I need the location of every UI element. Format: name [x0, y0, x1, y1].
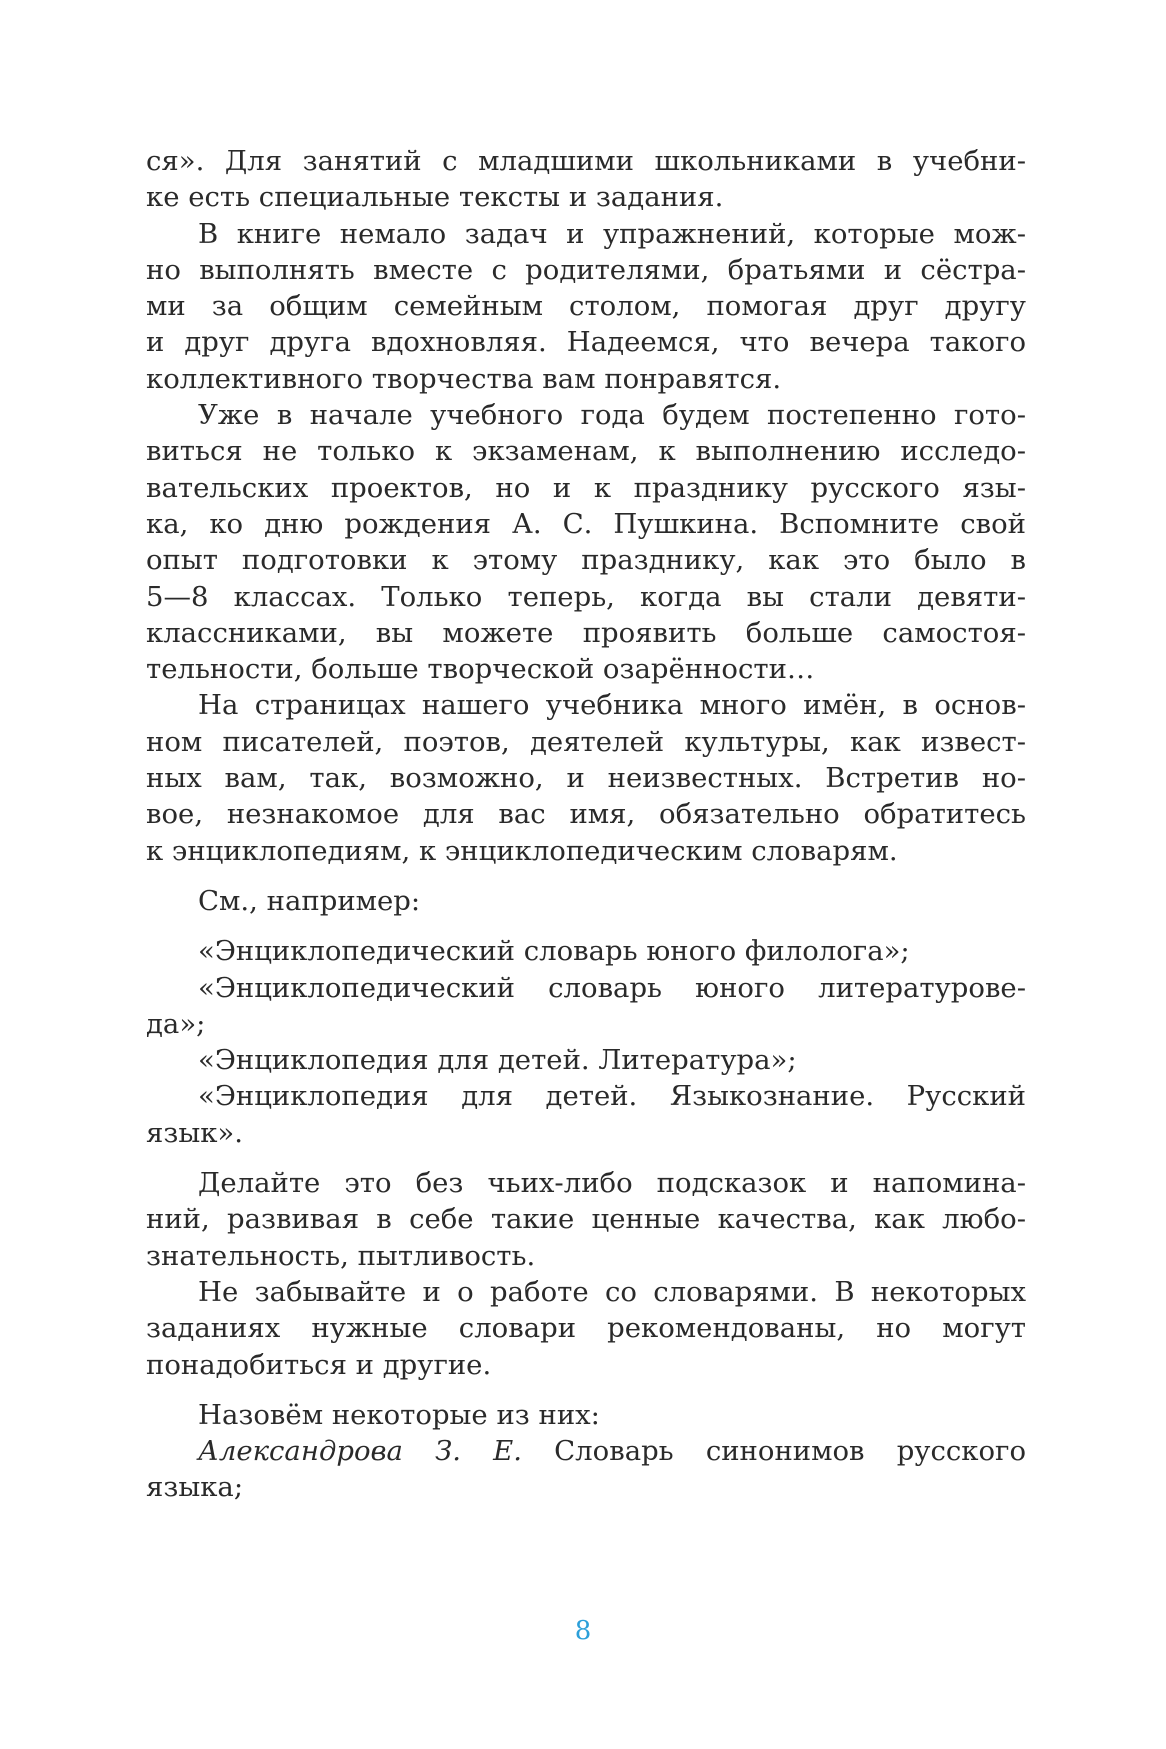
text-line: «Энциклопедия для детей. Языкознание. Русский [198, 1080, 1026, 1113]
text-line: языка; [146, 1471, 244, 1504]
paragraph [146, 1397, 1026, 1433]
text-line: вое, незнакомое для вас имя, обязательно обратитесь [146, 798, 1026, 831]
paragraph [146, 687, 1026, 868]
book-title: Словарь синонимов русского [521, 1435, 1026, 1468]
text-line: Назовём некоторые из них: [198, 1398, 600, 1431]
text-line: Не забывайте и о работе со словарями. В некоторых [198, 1275, 1026, 1308]
text-line: «Энциклопедический словарь юного литературове- [198, 971, 1026, 1004]
text-line: ми за общим семейным столом, помогая друг другу [146, 290, 1026, 323]
text-line: и друг друга вдохновляя. Надеемся, что вечера такого [146, 326, 1026, 359]
text-line: ных вам, так, возможно, и неизвестных. Встретив но- [146, 762, 1026, 795]
reference-item [146, 1433, 1026, 1506]
text-line: знательность, пытливость. [146, 1239, 536, 1272]
text-line: опыт подготовки к этому празднику, как это было в [146, 544, 1026, 577]
text-line: На страницах нашего учебника много имён, в основ- [198, 689, 1026, 722]
text-line: виться не только к экзаменам, к выполнению исследо- [146, 435, 1026, 468]
reference-item [146, 1042, 1026, 1078]
text-line: классниками, вы можете проявить больше самостоя- [146, 616, 1026, 649]
text-line: язык». [146, 1116, 243, 1149]
text-line: ном писателей, поэтов, деятелей культуры, как извест- [146, 725, 1026, 758]
paragraph [146, 216, 1026, 397]
text-line [146, 1433, 1026, 1469]
text-line: да»; [146, 1007, 206, 1040]
text-line: Делайте это без чьих-либо подсказок и напомина- [198, 1167, 1026, 1200]
text-line: заданиях нужные словари рекомендованы, но могут [146, 1312, 1026, 1345]
author-name: Александрова З. Е. [198, 1435, 522, 1468]
page-number: 8 [574, 1616, 592, 1646]
text-line: См., например: [198, 884, 421, 917]
reference-item [146, 933, 1026, 969]
text-line: понадобиться и другие. [146, 1348, 492, 1381]
text-line: «Энциклопедия для детей. Литература»; [198, 1044, 797, 1077]
text-line: к энциклопедиям, к энциклопедическим словарям. [146, 834, 898, 867]
text-line: вательских проектов, но и к празднику русского язы- [146, 471, 1026, 504]
text-line: 5—8 классах. Только теперь, когда вы стали девяти- [146, 580, 1026, 613]
page-text [146, 143, 1026, 1506]
text-line: но выполнять вместе с родителями, братьями и сёстра- [146, 253, 1026, 286]
text-line: ний, развивая в себе такие ценные качества, как любо- [146, 1203, 1026, 1236]
reference-item [146, 1078, 1026, 1151]
text-line: Уже в начале учебного года будем постепенно гото- [198, 399, 1026, 432]
text-line: коллективного творчества вам понравятся. [146, 362, 782, 395]
paragraph [146, 143, 1026, 216]
text-line: В книге немало задач и упражнений, которые мож- [198, 217, 1026, 250]
text-line: ке есть специальные тексты и задания. [146, 181, 724, 214]
text-line: тельности, больше творческой озарённости… [146, 653, 815, 686]
paragraph [146, 1165, 1026, 1274]
text-line: ка, ко дню рождения А. С. Пушкина. Вспомните свой [146, 507, 1026, 540]
text-line: ся». Для занятий с младшими школьниками в учебни- [146, 145, 1026, 177]
paragraph [146, 1274, 1026, 1383]
paragraph [146, 883, 1026, 919]
paragraph [146, 397, 1026, 687]
text-line: «Энциклопедический словарь юного филолога»; [198, 935, 910, 968]
reference-item [146, 970, 1026, 1043]
